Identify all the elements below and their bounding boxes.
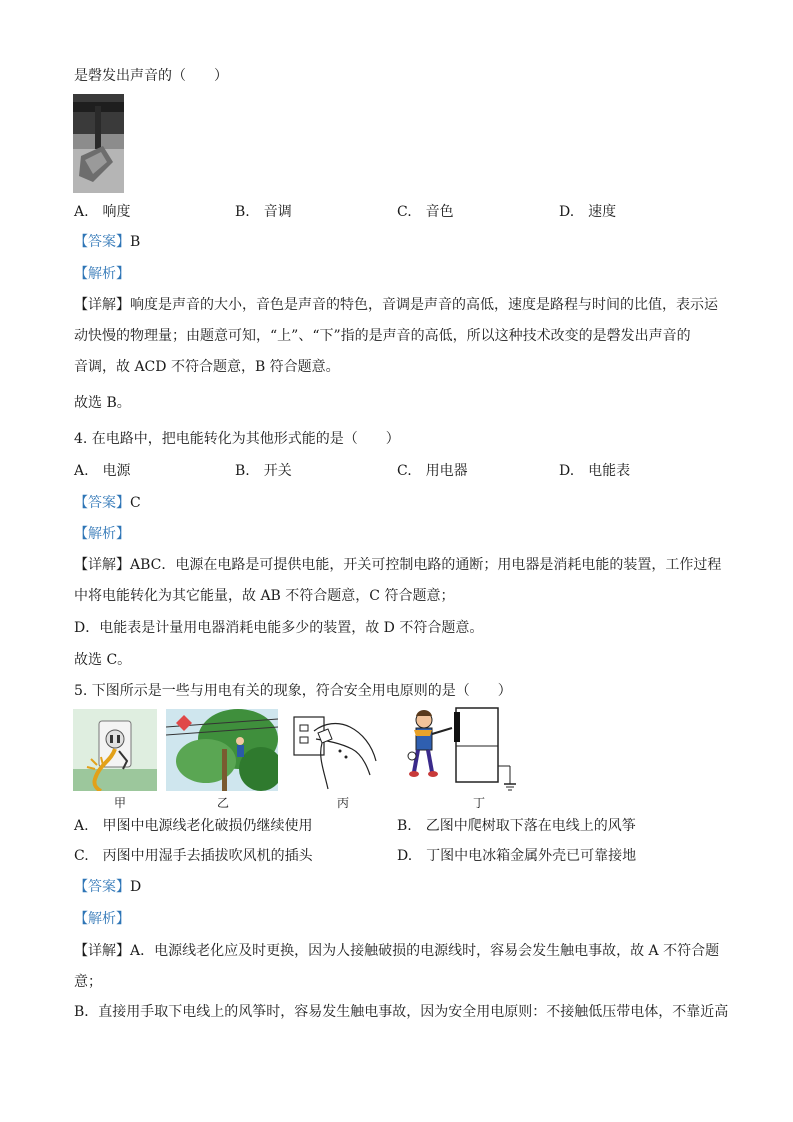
- wet-hand-plug-illustration: [288, 709, 379, 791]
- q3-option-d: D. 速度: [559, 204, 617, 220]
- answer-value: B: [130, 234, 141, 250]
- q5-answer: [74, 877, 141, 897]
- q4-option-c: C. 用电器: [397, 463, 468, 479]
- q3-option-a: A. 响度: [74, 204, 131, 220]
- figure-caption-yi: 乙: [217, 796, 230, 810]
- detail-tag: 【详解】: [74, 297, 130, 313]
- q3-stem-tail: 是磬发出声音的（ ）: [74, 68, 228, 84]
- q4-option-b: B. 开关: [235, 463, 292, 479]
- q4-analysis-tag: 【解析】: [74, 526, 130, 542]
- answer-value: C: [130, 495, 141, 511]
- q4-detail-line-3: D．电能表是计量用电器消耗电能多少的装置，故 D 不符合题意。: [74, 620, 484, 636]
- q3-detail-line-3: 音调，故 ACD 不符合题意，B 符合题意。: [74, 359, 340, 375]
- q5-detail-line-3: B．直接用手取下电线上的风筝时，容易发生触电事故，因为安全用电原则：不接触低压带电体，不靠近高: [74, 1004, 729, 1020]
- q5-option-c: C. 丙图中用湿手去插拔吹风机的插头: [74, 848, 313, 864]
- q4-option-d: D. 电能表: [559, 463, 631, 479]
- answer-tag: 【答案】: [74, 495, 130, 511]
- figure-caption-bing: 丙: [337, 796, 350, 810]
- figure-caption-jia: 甲: [114, 796, 127, 810]
- q5-analysis-tag: 【解析】: [74, 911, 130, 927]
- q3-option-c: C. 音色: [397, 204, 454, 220]
- detail-tag: 【详解】: [74, 943, 130, 959]
- detail-text: A．电源线老化应及时更换，因为人接触破损的电源线时，容易会发生触电事故，故 A 不符合题: [130, 943, 720, 959]
- q4-detail-line-1: [74, 555, 721, 575]
- q4-option-a: A. 电源: [74, 463, 131, 479]
- q3-detail-line-2: 动快慢的物理量；由题意可知，“上”、“下”指的是声音的高低，所以这种技术改变的是磬发出声音的: [74, 328, 691, 344]
- figure-caption-ding: 丁: [473, 796, 486, 810]
- q3-option-b: B. 音调: [235, 204, 292, 220]
- q4-detail-line-2: 中将电能转化为其它能量，故 AB 不符合题意，C 符合题意；: [74, 588, 455, 604]
- chime-stone-photo: [73, 94, 124, 193]
- detail-text: ABC．电源在电路是可提供电能，开关可控制电路的通断；用电器是消耗电能的装置，工作过程: [130, 557, 722, 573]
- q4-stem: 4. 在电路中，把电能转化为其他形式能的是（ ）: [74, 431, 400, 447]
- q5-option-b: B. 乙图中爬树取下落在电线上的风筝: [397, 818, 636, 834]
- grounded-fridge-illustration: [406, 706, 518, 794]
- answer-tag: 【答案】: [74, 879, 130, 895]
- kite-on-powerline-illustration: [166, 709, 278, 791]
- q3-detail-line-1: [74, 295, 718, 315]
- q5-option-d: D. 丁图中电冰箱金属外壳已可靠接地: [397, 848, 637, 864]
- q5-option-a: A. 甲图中电源线老化破损仍继续使用: [74, 818, 313, 834]
- q5-detail-line-1: [74, 941, 719, 961]
- q3-answer: [74, 232, 140, 252]
- q4-conclusion: 故选 C。: [74, 652, 132, 668]
- q3-analysis-tag: 【解析】: [74, 266, 130, 282]
- q5-stem: 5. 下图所示是一些与用电有关的现象，符合安全用电原则的是（ ）: [74, 683, 512, 699]
- answer-tag: 【答案】: [74, 234, 130, 250]
- answer-value: D: [130, 879, 142, 895]
- q4-answer: [74, 493, 141, 513]
- detail-text: 响度是声音的大小，音色是声音的特色，音调是声音的高低，速度是路程与时间的比值，表示运: [130, 297, 718, 313]
- damaged-cord-illustration: [73, 709, 157, 791]
- q5-detail-line-2: 意；: [74, 974, 102, 990]
- detail-tag: 【详解】: [74, 557, 130, 573]
- q3-conclusion: 故选 B。: [74, 395, 131, 411]
